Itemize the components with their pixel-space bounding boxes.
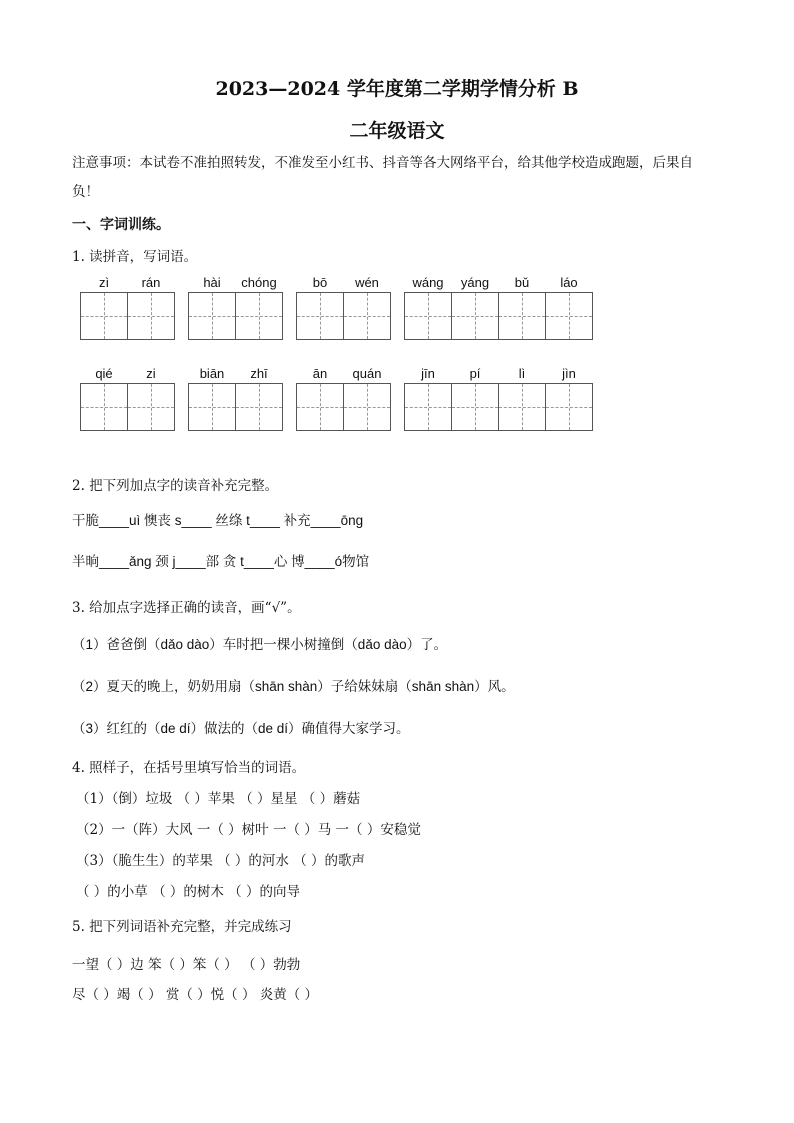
grid-guide: [259, 293, 260, 339]
grid-guide: [522, 293, 523, 339]
grid-guide: [259, 384, 260, 430]
tianzige-box[interactable]: [296, 383, 344, 431]
pinyin-label: zi: [146, 366, 156, 381]
tianzige-box[interactable]: [80, 383, 128, 431]
tianzige-box[interactable]: [343, 383, 391, 431]
pinyin-label: quán: [352, 366, 382, 381]
grid-guide: [320, 293, 321, 339]
grid-guide: [212, 293, 213, 339]
grid-guide: [104, 384, 105, 430]
exam-subtitle: 二年级语文: [349, 120, 445, 142]
q4-line-1: （1）（倒）垃圾 （ ）苹果 （ ）星星 （ ）蘑菇: [76, 791, 361, 807]
tianzige-box[interactable]: [296, 292, 344, 340]
tianzige-box[interactable]: [127, 383, 175, 431]
notice-line-2: 负！: [72, 184, 99, 200]
tianzige-box[interactable]: [188, 292, 236, 340]
pinyin-label: bō: [312, 275, 328, 290]
q3-prompt: 3. 给加点字选择正确的读音，画“√”。: [72, 600, 301, 616]
tianzige-box[interactable]: [127, 292, 175, 340]
pinyin-label: jìn: [562, 366, 576, 381]
writing-grid: [296, 292, 391, 340]
writing-grid: [404, 292, 593, 340]
pinyin-label: jīn: [421, 366, 435, 381]
q2-line-2: 半晌____ǎng 颈 j____部 贪 t____心 博____ó物馆: [72, 554, 370, 569]
pinyin-label: hài: [203, 275, 221, 290]
q5-line-2: 尽（ ）竭（ ） 赏（ ）悦（ ） 炎黄（ ）: [72, 987, 319, 1003]
pinyin-label: wén: [355, 275, 379, 290]
grid-guide: [475, 293, 476, 339]
pinyin-label: biān: [199, 366, 225, 381]
tianzige-box[interactable]: [498, 383, 546, 431]
tianzige-box[interactable]: [545, 292, 593, 340]
pinyin-label: qié: [95, 366, 113, 381]
grid-guide: [151, 293, 152, 339]
grid-guide: [151, 384, 152, 430]
grid-guide: [475, 384, 476, 430]
grid-guide: [367, 293, 368, 339]
tianzige-box[interactable]: [188, 383, 236, 431]
pinyin-label: ān: [312, 366, 328, 381]
tianzige-box[interactable]: [235, 383, 283, 431]
grid-guide: [104, 293, 105, 339]
pinyin-label: yáng: [460, 275, 490, 290]
grid-guide: [569, 293, 570, 339]
tianzige-box[interactable]: [404, 383, 452, 431]
grid-guide: [569, 384, 570, 430]
pinyin-label: chóng: [241, 275, 277, 290]
pinyin-label: pí: [469, 366, 481, 381]
tianzige-box[interactable]: [235, 292, 283, 340]
q5-line-1: 一望（ ）边 笨（ ）笨（ ） （ ）勃勃: [72, 957, 301, 973]
writing-grid: [80, 292, 175, 340]
tianzige-box[interactable]: [80, 292, 128, 340]
grid-guide: [428, 384, 429, 430]
q1-prompt: 1. 读拼音，写词语。: [72, 249, 198, 265]
q4-line-3: （3）（脆生生）的苹果 （ ）的河水 （ ）的歌声: [76, 853, 366, 869]
tianzige-box[interactable]: [498, 292, 546, 340]
pinyin-label: láo: [560, 275, 578, 290]
writing-grid: [296, 383, 391, 431]
q3-item-1: （1）爸爸倒（dǎo dào）车时把一棵小树撞倒（dǎo dào）了。: [72, 637, 448, 652]
pinyin-label: zì: [98, 275, 110, 290]
grid-guide: [320, 384, 321, 430]
q4-prompt: 4. 照样子，在括号里填写恰当的词语。: [72, 760, 306, 776]
grid-guide: [367, 384, 368, 430]
pinyin-label: rán: [141, 275, 161, 290]
writing-grid: [80, 383, 175, 431]
writing-grid: [404, 383, 593, 431]
writing-grid: [188, 292, 283, 340]
pinyin-label: zhī: [250, 366, 268, 381]
q5-prompt: 5. 把下列词语补充完整，并完成练习: [72, 919, 292, 935]
pinyin-label: wáng: [412, 275, 444, 290]
section-title: 一、字词训练。: [72, 217, 170, 233]
q2-prompt: 2. 把下列加点字的读音补充完整。: [72, 478, 279, 494]
q3-item-2: （2）夏天的晚上，奶奶用扇（shān shàn）子给妹妹扇（shān shàn）风。: [72, 679, 515, 694]
grid-guide: [428, 293, 429, 339]
pinyin-label: lì: [518, 366, 526, 381]
grid-guide: [522, 384, 523, 430]
tianzige-box[interactable]: [451, 383, 499, 431]
exam-title: 2023—2024 学年度第二学期学情分析 B: [215, 78, 579, 100]
q4-line-2: （2）一（阵）大风 一（ ）树叶 一（ ）马 一（ ）安稳觉: [76, 822, 421, 838]
tianzige-box[interactable]: [404, 292, 452, 340]
q4-line-4: （ ）的小草 （ ）的树木 （ ）的向导: [76, 884, 300, 900]
notice-line-1: 注意事项：本试卷不准拍照转发，不准发至小红书、抖音等各大网络平台，给其他学校造成跑题，后果自: [72, 155, 693, 171]
grid-guide: [212, 384, 213, 430]
tianzige-box[interactable]: [451, 292, 499, 340]
writing-grid: [188, 383, 283, 431]
tianzige-box[interactable]: [343, 292, 391, 340]
q3-item-3: （3）红红的（de dí）做法的（de dí）确值得大家学习。: [72, 721, 410, 736]
pinyin-label: bǔ: [514, 275, 530, 290]
q2-line-1: 干脆____uì 懊丧 s____ 丝绦 t____ 补充____ōng: [72, 513, 364, 528]
tianzige-box[interactable]: [545, 383, 593, 431]
